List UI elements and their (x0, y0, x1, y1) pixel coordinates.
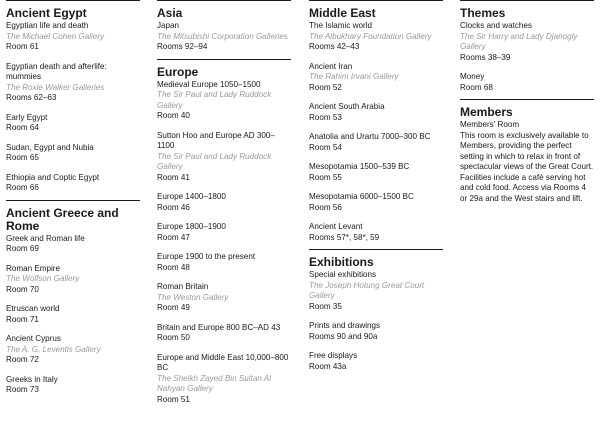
section-title: Europe (157, 64, 199, 79)
entry-rooms: Room 61 (6, 42, 39, 51)
gallery-entry (309, 192, 443, 213)
entry-rooms: Rooms 38–39 (460, 52, 511, 62)
entry-name: Free displays (309, 351, 358, 360)
gallery-entry (157, 323, 291, 344)
column-2 (157, 0, 291, 405)
entry-name: Members' Room (460, 120, 520, 129)
entry-rooms: Room 71 (6, 314, 39, 324)
section-title: Members (460, 105, 513, 119)
entry-rooms: Room 65 (6, 153, 39, 162)
entry-name: Roman Empire (6, 263, 60, 273)
entry-name: Mesopotamia 6000–1500 BC (309, 192, 414, 201)
section-title: Themes (460, 6, 506, 20)
gallery-section (6, 0, 140, 194)
gallery-entry (6, 21, 140, 53)
entry-name: The Islamic world (309, 21, 372, 30)
gallery-entry (309, 270, 443, 312)
entry-gallery: The Wolfson Gallery (6, 274, 80, 283)
gallery-section (6, 200, 140, 396)
entry-gallery: The Sheikh Zayed Bin Sultan Al Nahyan Gallery (157, 373, 271, 393)
entry-rooms: Room 56 (309, 202, 342, 212)
gallery-entry (6, 234, 140, 255)
entry-rooms: Room 47 (157, 232, 190, 242)
gallery-entry (309, 222, 443, 243)
entry-name: Ancient Iran (309, 61, 353, 71)
entry-rooms: Room 72 (6, 355, 39, 364)
entry-name: Ancient South Arabia (309, 102, 385, 111)
gallery-section (157, 59, 291, 406)
entry-name: Egyptian life and death (6, 21, 89, 30)
entry-rooms: Rooms 42–43 (309, 42, 360, 51)
entry-name: Early Egypt (6, 112, 48, 122)
gallery-entry (309, 351, 443, 372)
entry-gallery: The Michael Cohen Gallery (6, 31, 105, 41)
gallery-entry (309, 21, 443, 53)
entry-rooms: Room 70 (6, 284, 39, 294)
gallery-entry (157, 353, 291, 406)
gallery-entry (460, 120, 594, 204)
entry-name: Europe 1900 to the present (157, 252, 256, 261)
entry-name: Sudan, Egypt and Nubia (6, 142, 94, 152)
entry-rooms: Room 73 (6, 385, 39, 394)
entry-name: Clocks and watches (460, 21, 532, 30)
entry-description: This room is exclusively available to Members, providing the perfect setting in which to relax in front of spectacular views of the Great Court. Facilities include a café serving hot and cold food. Access via Rooms 4 or 29a and the West stairs and lift. (460, 130, 594, 203)
entry-rooms: Room 66 (6, 183, 39, 192)
gallery-entry (309, 62, 443, 94)
entry-rooms: Room 55 (309, 172, 342, 182)
entry-rooms: Room 50 (157, 333, 190, 342)
entry-rooms: Room 43a (309, 361, 347, 371)
entry-gallery: The Sir Paul and Lady Ruddock Gallery (157, 90, 272, 110)
entry-gallery: The Sir Harry and Lady Djanogly Gallery (460, 31, 578, 51)
column-4 (460, 0, 594, 204)
entry-rooms: Room 68 (460, 82, 493, 92)
entry-name: Roman Britain (157, 282, 209, 291)
entry-rooms: Rooms 62–63 (6, 93, 57, 102)
gallery-section (460, 99, 594, 204)
entry-name: Ancient Levant (309, 222, 363, 231)
entry-rooms: Room 52 (309, 82, 342, 92)
entry-rooms: Room 69 (6, 244, 39, 253)
gallery-entry (309, 132, 443, 153)
entry-gallery: The A. G. Leventis Gallery (6, 344, 101, 354)
gallery-entry (157, 192, 291, 213)
entry-name: Greek and Roman life (6, 233, 85, 243)
section-title: Ancient Egypt (6, 6, 87, 20)
entry-name: Ancient Cyprus (6, 334, 61, 343)
gallery-entry (157, 131, 291, 184)
gallery-section (157, 0, 291, 53)
entry-rooms: Room 46 (157, 202, 190, 212)
entry-name: Medieval Europe 1050–1500 (157, 79, 261, 89)
gallery-entry (309, 321, 443, 342)
gallery-entry (6, 62, 140, 104)
entry-name: Mesopotamia 1500–539 BC (309, 162, 410, 171)
entry-rooms: Room 35 (309, 301, 342, 311)
entry-rooms: Room 51 (157, 394, 190, 404)
entry-name: Etruscan world (6, 304, 60, 313)
gallery-entry (460, 21, 594, 63)
entry-rooms: Room 41 (157, 172, 190, 182)
gallery-entry (157, 282, 291, 314)
gallery-entry (309, 102, 443, 123)
gallery-entry (157, 80, 291, 122)
gallery-entry (157, 222, 291, 243)
entry-gallery: The Rahim Irvani Gallery (309, 72, 399, 81)
entry-name: Ethiopia and Coptic Egypt (6, 172, 100, 182)
column-3 (309, 0, 443, 372)
entry-gallery: The Mitsubishi Corporation Galleries (157, 31, 288, 41)
entry-rooms: Rooms 90 and 90a (309, 331, 378, 341)
gallery-entry (6, 304, 140, 325)
gallery-entry (6, 375, 140, 396)
entry-name: Anatolia and Urartu 7000–300 BC (309, 132, 431, 141)
entry-rooms: Room 54 (309, 142, 342, 152)
entry-rooms: Room 64 (6, 123, 39, 132)
section-title: Middle East (309, 6, 376, 20)
gallery-section (460, 0, 594, 93)
entry-rooms: Rooms 92–94 (157, 42, 208, 51)
entry-name: Britain and Europe 800 BC–AD 43 (157, 322, 281, 332)
gallery-entry (460, 72, 594, 93)
gallery-entry (6, 334, 140, 366)
gallery-section (309, 0, 443, 243)
entry-rooms: Room 40 (157, 111, 190, 120)
entry-gallery: The Sir Paul and Lady Ruddock Gallery (157, 151, 272, 171)
entry-name: Special exhibitions (309, 270, 377, 279)
gallery-entry (6, 143, 140, 164)
entry-rooms: Room 53 (309, 112, 342, 122)
gallery-entry (157, 252, 291, 273)
entry-name: Egyptian death and afterlife: mummies (6, 61, 107, 81)
section-title: Asia (157, 6, 183, 20)
entry-name: Sutton Hoo and Europe AD 300–1100 (157, 130, 275, 150)
gallery-entry (309, 162, 443, 183)
entry-rooms: Room 48 (157, 262, 190, 272)
entry-rooms: Room 49 (157, 303, 190, 312)
gallery-entry (6, 264, 140, 296)
entry-gallery: The Roxie Walker Galleries (6, 82, 105, 92)
gallery-section (309, 249, 443, 372)
entry-name: Greeks in Italy (6, 374, 58, 384)
entry-rooms: Rooms 57*, 58*, 59 (309, 232, 380, 242)
entry-name: Money (460, 72, 485, 81)
gallery-entry (6, 113, 140, 134)
gallery-entry (157, 21, 291, 53)
entry-name: Europe 1400–1800 (157, 192, 226, 201)
section-title: Exhibitions (309, 255, 374, 269)
entry-name: Europe and Middle East 10,000–800 BC (157, 352, 289, 372)
entry-gallery: The Joseph Hotung Great Court Gallery (309, 280, 425, 300)
section-title: Ancient Greece and Rome (6, 205, 119, 233)
column-1 (6, 0, 140, 396)
gallery-entry (6, 173, 140, 194)
entry-name: Europe 1800–1900 (157, 222, 226, 231)
entry-name: Prints and drawings (309, 321, 381, 330)
entry-gallery: The Weston Gallery (157, 292, 229, 302)
entry-gallery: The Albukhary Foundation Gallery (309, 31, 432, 41)
entry-name: Japan (157, 21, 180, 30)
